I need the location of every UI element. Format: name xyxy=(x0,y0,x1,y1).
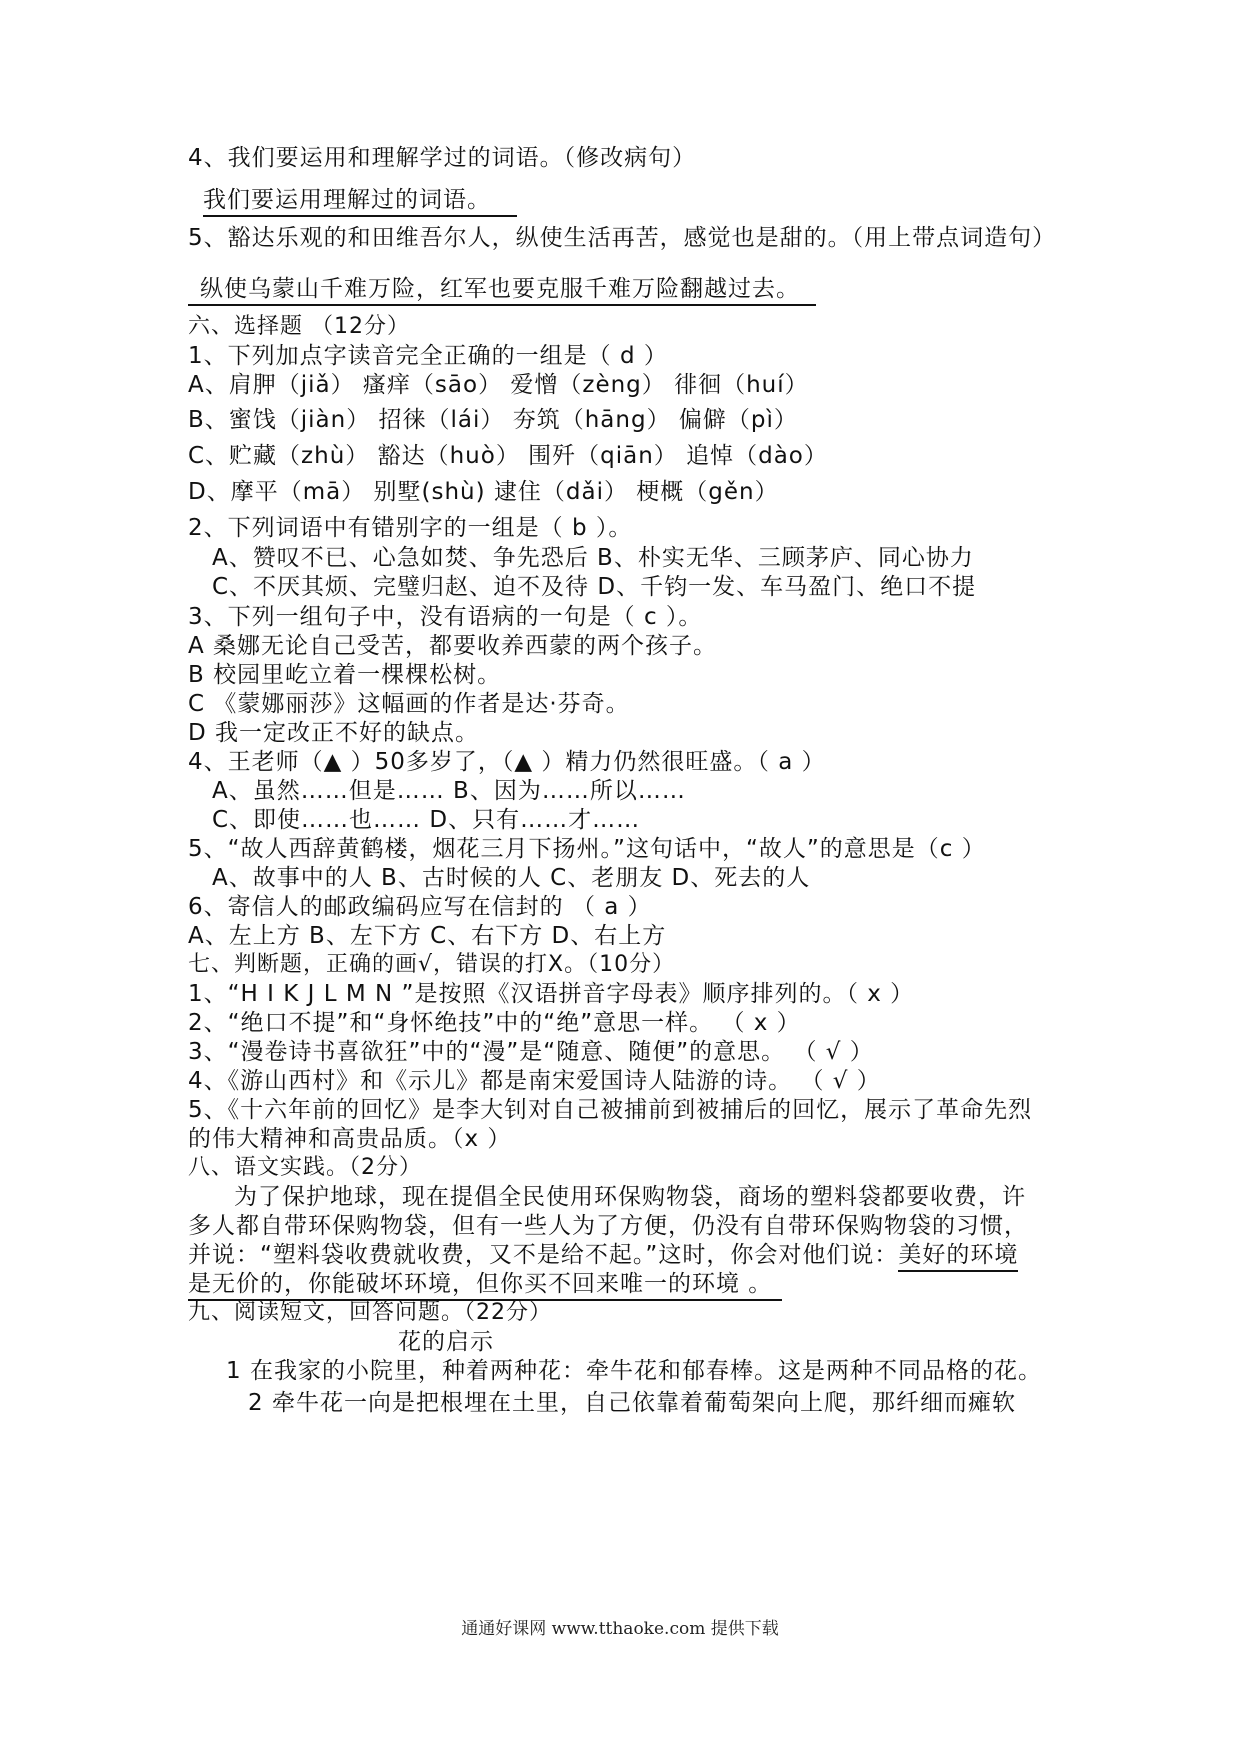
question-s5-4: 4、我们要运用和理解学过的词语。（修改病句） xyxy=(188,145,697,171)
choice-q2-options-cd: C、不厌其烦、完璧归赵、迫不及待 D、千钧一发、车马盈门、绝口不提 xyxy=(212,574,977,600)
practice-paragraph-line4 xyxy=(188,1268,782,1300)
judgment-q1: 1、“H I K J L M N ”是按照《汉语拼音字母表》顺序排列的。（ x ） xyxy=(188,981,915,1007)
story-paragraph-2: 2 牵牛花一向是把根埋在土里，自己依靠着葡萄架向上爬，那纤细而瘫软 xyxy=(248,1390,1016,1416)
judgment-q5-line2: 的伟大精神和高贵品质。（x ） xyxy=(188,1126,512,1152)
practice-paragraph-line2: 多人都自带环保购物袋，但有一些人为了方便，仍没有自带环保购物袋的习惯， xyxy=(188,1213,1028,1239)
answer-underline: 纵使乌蒙山千难万险，红军也要克服千难万险翻越过去。 xyxy=(188,276,816,306)
section-title-reading: 九、阅读短文，回答问题。（22分） xyxy=(188,1300,552,1325)
choice-q2: 2、下列词语中有错别字的一组是（ b ）。 xyxy=(188,515,633,541)
choice-q1-option-a: A、肩胛（jiǎ） 瘙痒（sāo） 爱憎（zèng） 徘徊（huí） xyxy=(188,372,809,398)
practice-answer-part2: 是无价的，你能破坏环境，但你买不回来唯一的环境 。 xyxy=(188,1271,782,1301)
section-title-judgment: 七、判断题，正确的画√，错误的打X。（10分） xyxy=(188,952,676,977)
question-s5-5: 5、豁达乐观的和田维吾尔人，纵使生活再苦，感觉也是甜的。（用上带点词造句） xyxy=(188,225,1057,251)
choice-q3-option-b: B 校园里屹立着一棵棵松树。 xyxy=(188,662,502,688)
choice-q4-options-ab: A、虽然……但是…… B、因为……所以…… xyxy=(212,778,686,804)
judgment-q4: 4、《游山西村》和《示儿》都是南宋爱国诗人陆游的诗。 （ √ ） xyxy=(188,1068,881,1094)
section-title-choice: 六、选择题 （12分） xyxy=(188,314,410,339)
choice-q6-options: A、左上方 B、左下方 C、右下方 D、右上方 xyxy=(188,923,667,949)
choice-q1: 1、下列加点字读音完全正确的一组是（ d ） xyxy=(188,343,668,369)
answer-s5-4 xyxy=(203,184,517,216)
practice-paragraph-line1: 为了保护地球，现在提倡全民使用环保购物袋，商场的塑料袋都要收费，许 xyxy=(234,1184,1026,1210)
choice-q5: 5、“故人西辞黄鹤楼，烟花三月下扬州。”这句话中，“故人”的意思是（c ） xyxy=(188,836,986,862)
choice-q1-option-c: C、贮藏（zhù） 豁达（huò） 围歼（qiān） 追悼（dào） xyxy=(188,443,828,469)
choice-q3-option-d: D 我一定改正不好的缺点。 xyxy=(188,720,480,746)
choice-q2-options-ab: A、赞叹不已、心急如焚、争先恐后 B、朴实无华、三顾茅庐、同心协力 xyxy=(212,545,974,571)
footer-source: 通通好课网 www.tthaoke.com 提供下载 xyxy=(461,1619,779,1639)
choice-q6: 6、寄信人的邮政编码应写在信封的 （ a ） xyxy=(188,894,652,920)
practice-text: 并说：“塑料袋收费就收费，又不是给不起。”这时，你会对他们说： xyxy=(188,1242,899,1268)
section-title-practice: 八、语文实践。（2分） xyxy=(188,1155,422,1180)
judgment-q5-line1: 5、《十六年前的回忆》是李大钊对自己被捕前到被捕后的回忆，展示了革命先烈 xyxy=(188,1097,1033,1123)
choice-q4: 4、王老师（▲ ）50多岁了，（▲ ）精力仍然很旺盛。（ a ） xyxy=(188,749,826,775)
choice-q4-options-cd: C、即使……也…… D、只有……才…… xyxy=(212,807,641,833)
practice-paragraph-line3 xyxy=(188,1239,1018,1271)
choice-q3: 3、下列一组句子中，没有语病的一句是（ c ）。 xyxy=(188,604,703,630)
practice-answer-part1: 美好的环境 xyxy=(898,1242,1018,1272)
judgment-q3: 3、“漫卷诗书喜欲狂”中的“漫”是“随意、随便”的意思。 （ √ ） xyxy=(188,1039,874,1065)
choice-q5-options: A、故事中的人 B、古时候的人 C、老朋友 D、死去的人 xyxy=(212,865,811,891)
choice-q1-option-b: B、蜜饯（jiàn） 招徕（lái） 夯筑（hāng） 偏僻（pì） xyxy=(188,407,798,433)
choice-q3-option-a: A 桑娜无论自己受苦，都要收养西蒙的两个孩子。 xyxy=(188,633,718,659)
story-title: 花的启示 xyxy=(398,1329,494,1355)
answer-s5-5 xyxy=(188,273,816,305)
judgment-q2: 2、“绝口不提”和“身怀绝技”中的“绝”意思一样。 （ x ） xyxy=(188,1010,801,1036)
choice-q3-option-c: C 《蒙娜丽莎》这幅画的作者是达·芬奇。 xyxy=(188,691,630,717)
story-paragraph-1: 1 在我家的小院里，种着两种花：牵牛花和郁春棒。这是两种不同品格的花。 xyxy=(226,1358,1042,1384)
answer-underline: 我们要运用理解过的词语。 xyxy=(203,187,517,217)
choice-q1-option-d: D、摩平（mā） 别墅(shù) 逮住（dǎi） 梗概（gěn） xyxy=(188,479,779,505)
